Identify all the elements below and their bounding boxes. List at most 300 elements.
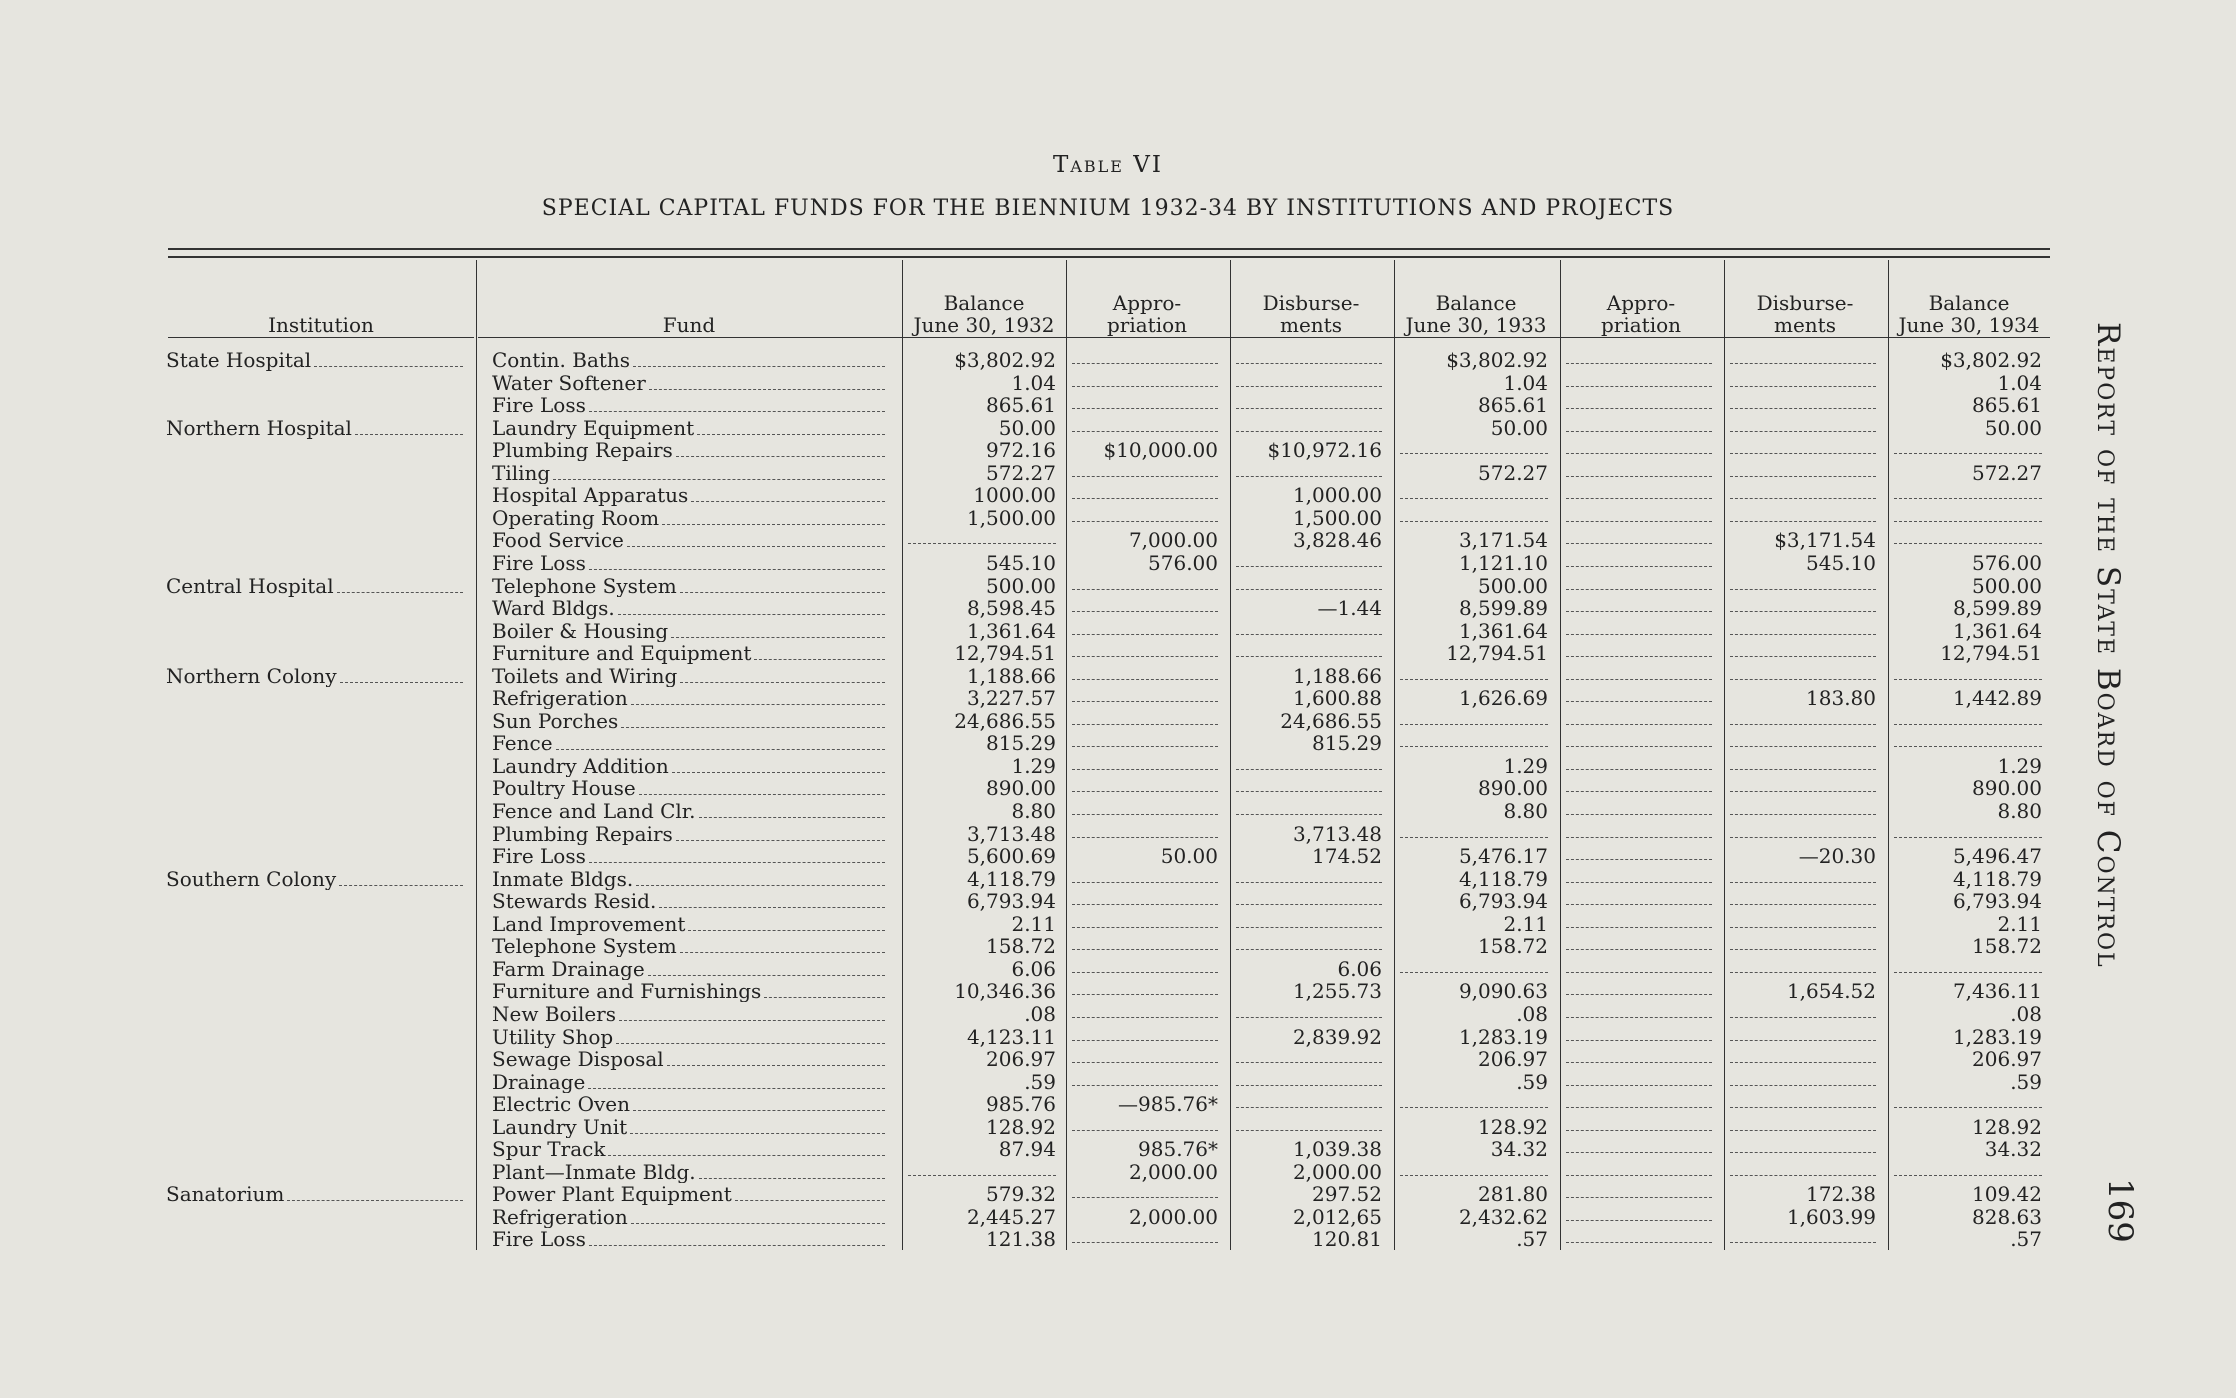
dot-leader — [588, 1088, 885, 1089]
dot-leader — [671, 637, 885, 638]
dot-leader — [314, 366, 463, 367]
appropriation-2-empty-rule — [1566, 791, 1712, 792]
appropriation-1-empty-rule — [1072, 1062, 1218, 1063]
appropriation-1-empty-rule — [1072, 994, 1218, 995]
dot-leader — [699, 817, 885, 818]
appropriation-2-empty-rule — [1566, 363, 1712, 364]
appropriation-1-value: 2,000.00 — [1128, 1205, 1218, 1228]
table-row — [0, 439, 2236, 462]
appropriation-2-empty-rule — [1566, 904, 1712, 905]
appropriation-1-value: 985.76* — [1138, 1138, 1218, 1161]
disbursements-1-empty-rule — [1236, 363, 1382, 364]
dot-leader — [688, 930, 885, 931]
appropriation-1-value: 50.00 — [1160, 845, 1218, 868]
fund-cell — [492, 1206, 892, 1228]
dot-leader — [340, 682, 463, 683]
fund-cell — [492, 417, 892, 439]
balance-1933-value: 4,118.79 — [1458, 867, 1548, 890]
disbursements-1-value: 2,012,65 — [1292, 1205, 1382, 1228]
appropriation-2-empty-rule — [1566, 1107, 1712, 1108]
table-row — [0, 890, 2236, 913]
balance-1933-empty-rule — [1400, 1175, 1548, 1176]
disbursements-1-empty-rule — [1236, 408, 1382, 409]
appropriation-2-empty-rule — [1566, 1017, 1712, 1018]
dot-leader — [621, 727, 885, 728]
dot-leader — [735, 1200, 885, 1201]
appropriation-1-empty-rule — [1072, 679, 1218, 680]
balance-1932-value: 2.11 — [1011, 912, 1056, 935]
balance-1932-value: 865.61 — [986, 394, 1056, 417]
institution-name: Northern Colony — [166, 664, 337, 687]
institution-cell — [166, 868, 470, 890]
institution-cell — [166, 417, 470, 439]
balance-1933-value: 890.00 — [1478, 777, 1548, 800]
fund-cell — [492, 597, 892, 619]
disbursements-2-empty-rule — [1730, 724, 1876, 725]
fund-name: Telephone System — [492, 574, 677, 597]
table-row — [0, 1228, 2236, 1251]
disbursements-1-empty-rule — [1236, 904, 1382, 905]
disbursements-1-value: 3,713.48 — [1292, 822, 1382, 845]
fund-cell — [492, 868, 892, 890]
balance-1932-value: 4,123.11 — [966, 1025, 1056, 1048]
balance-1933-value: 8,599.89 — [1458, 597, 1548, 620]
disbursements-2-empty-rule — [1730, 814, 1876, 815]
balance-1933-empty-rule — [1400, 724, 1548, 725]
appropriation-2-empty-rule — [1566, 994, 1712, 995]
dot-leader — [691, 501, 885, 502]
dot-leader — [754, 659, 885, 660]
balance-1933-value: 1,626.69 — [1458, 687, 1548, 710]
balance-1934-value: 158.72 — [1972, 935, 2042, 958]
dot-leader — [649, 389, 885, 390]
appropriation-1-empty-rule — [1072, 769, 1218, 770]
appropriation-1-empty-rule — [1072, 724, 1218, 725]
disbursements-2-empty-rule — [1730, 882, 1876, 883]
disbursements-1-value: 815.29 — [1312, 732, 1382, 755]
balance-1933-empty-rule — [1400, 453, 1548, 454]
disbursements-1-empty-rule — [1236, 566, 1382, 567]
disbursements-1-empty-rule — [1236, 476, 1382, 477]
fund-cell — [492, 1071, 892, 1093]
balance-1932-value: 1.29 — [1011, 754, 1056, 777]
fund-name: Fence and Land Clr. — [492, 800, 696, 822]
fund-name: Utility Shop — [492, 1025, 614, 1048]
balance-1933-value: 500.00 — [1478, 574, 1548, 597]
institution-name: Southern Colony — [166, 867, 337, 890]
appropriation-1-empty-rule — [1072, 972, 1218, 973]
disbursements-2-empty-rule — [1730, 679, 1876, 680]
header-balance-1934: Balance June 30, 1934 — [1898, 291, 2040, 337]
balance-1934-value: 12,794.51 — [1940, 642, 2042, 665]
balance-1932-value: 545.10 — [986, 551, 1056, 574]
dot-leader — [589, 411, 885, 412]
fund-cell — [492, 1161, 892, 1183]
balance-1933-value: 865.61 — [1478, 394, 1548, 417]
disbursements-2-value: 1,654.52 — [1786, 980, 1876, 1003]
balance-1934-value: 8,599.89 — [1952, 597, 2042, 620]
disbursements-1-empty-rule — [1236, 1085, 1382, 1086]
dot-leader — [631, 704, 885, 705]
appropriation-2-empty-rule — [1566, 701, 1712, 702]
appropriation-2-empty-rule — [1566, 634, 1712, 635]
fund-name: Fire Loss — [492, 394, 586, 417]
table-row — [0, 823, 2236, 846]
balance-1934-empty-rule — [1894, 972, 2042, 973]
fund-name: Farm Drainage — [492, 957, 645, 980]
appropriation-1-empty-rule — [1072, 656, 1218, 657]
fund-name: Food Service — [492, 529, 624, 552]
dot-leader — [631, 1223, 885, 1224]
fund-cell — [492, 980, 892, 1002]
fund-cell — [492, 552, 892, 574]
disbursements-1-value: 120.81 — [1312, 1228, 1382, 1251]
balance-1934-value: .08 — [2010, 1002, 2042, 1025]
appropriation-2-empty-rule — [1566, 679, 1712, 680]
table-row — [0, 687, 2236, 710]
balance-1932-value: 579.32 — [986, 1183, 1056, 1206]
institution-name: Central Hospital — [166, 574, 334, 597]
fund-name: Inmate Bldgs. — [492, 867, 634, 890]
dot-leader — [337, 592, 463, 593]
balance-1934-value: 1,283.19 — [1952, 1025, 2042, 1048]
balance-1932-value: 1.04 — [1011, 371, 1056, 394]
appropriation-2-empty-rule — [1566, 949, 1712, 950]
disbursements-1-value: 1,600.88 — [1292, 687, 1382, 710]
disbursements-1-value: 174.52 — [1312, 845, 1382, 868]
disbursements-2-empty-rule — [1730, 498, 1876, 499]
fund-name: Laundry Addition — [492, 754, 669, 777]
disbursements-2-value: —20.30 — [1798, 845, 1876, 868]
header-balance-1932: Balance June 30, 1932 — [913, 291, 1055, 337]
appropriation-2-empty-rule — [1566, 724, 1712, 725]
header-rule — [168, 337, 474, 338]
fund-cell — [492, 1138, 892, 1160]
appropriation-2-empty-rule — [1566, 408, 1712, 409]
disbursements-1-empty-rule — [1236, 589, 1382, 590]
dot-leader — [339, 885, 463, 886]
disbursements-1-empty-rule — [1236, 949, 1382, 950]
balance-1934-value: .59 — [2010, 1070, 2042, 1093]
table-row — [0, 1071, 2236, 1094]
fund-name: Power Plant Equipment — [492, 1183, 732, 1206]
appropriation-1-value: 7,000.00 — [1128, 529, 1218, 552]
balance-1933-value: 12,794.51 — [1446, 642, 1548, 665]
dot-leader — [697, 434, 885, 435]
balance-1934-value: 576.00 — [1972, 551, 2042, 574]
fund-cell — [492, 732, 892, 754]
fund-cell — [492, 913, 892, 935]
disbursements-2-empty-rule — [1730, 408, 1876, 409]
balance-1933-value: 1,121.10 — [1458, 551, 1548, 574]
institution-name: Northern Hospital — [166, 416, 352, 439]
balance-1933-value: 572.27 — [1478, 461, 1548, 484]
balance-1932-value: 121.38 — [986, 1228, 1056, 1251]
fund-cell — [492, 800, 892, 822]
fund-cell — [492, 507, 892, 529]
fund-name: Refrigeration — [492, 1205, 628, 1228]
balance-1934-value: 865.61 — [1972, 394, 2042, 417]
appropriation-1-empty-rule — [1072, 927, 1218, 928]
balance-1932-value: .59 — [1024, 1070, 1056, 1093]
table-row — [0, 1183, 2236, 1206]
fund-cell — [492, 575, 892, 597]
disbursements-2-empty-rule — [1730, 1175, 1876, 1176]
institution-cell — [166, 575, 470, 597]
fund-name: Furniture and Equipment — [492, 642, 752, 665]
fund-name: Land Improvement — [492, 912, 686, 935]
balance-1933-value: 2,432.62 — [1458, 1205, 1548, 1228]
disbursements-1-empty-rule — [1236, 791, 1382, 792]
top-rule — [168, 248, 2050, 250]
appropriation-1-empty-rule — [1072, 949, 1218, 950]
balance-1932-value: $3,802.92 — [954, 349, 1056, 371]
balance-1934-value: 828.63 — [1972, 1205, 2042, 1228]
dot-leader — [355, 434, 463, 435]
fund-name: Fire Loss — [492, 551, 586, 574]
balance-1933-value: 281.80 — [1478, 1183, 1548, 1206]
fund-name: Spur Track — [492, 1138, 606, 1161]
disbursements-1-empty-rule — [1236, 1062, 1382, 1063]
fund-name: Fire Loss — [492, 1228, 586, 1251]
appropriation-1-empty-rule — [1072, 498, 1218, 499]
dot-leader — [630, 1133, 885, 1134]
balance-1933-value: 158.72 — [1478, 935, 1548, 958]
table-row — [0, 597, 2236, 620]
appropriation-1-empty-rule — [1072, 1130, 1218, 1131]
table-row — [0, 935, 2236, 958]
table-row — [0, 575, 2236, 598]
appropriation-2-empty-rule — [1566, 837, 1712, 838]
appropriation-2-empty-rule — [1566, 972, 1712, 973]
balance-1934-empty-rule — [1894, 498, 2042, 499]
table-row — [0, 1003, 2236, 1026]
table-row — [0, 958, 2236, 981]
dot-leader — [633, 366, 885, 367]
fund-cell — [492, 1003, 892, 1025]
disbursements-2-empty-rule — [1730, 656, 1876, 657]
balance-1932-value: 8,598.45 — [966, 597, 1056, 620]
balance-1933-empty-rule — [1400, 679, 1548, 680]
fund-cell — [492, 349, 892, 371]
fund-cell — [492, 755, 892, 777]
fund-name: Laundry Equipment — [492, 416, 695, 439]
header-appropriation-2: Appro- priation — [1600, 291, 1682, 337]
dot-leader — [627, 546, 885, 547]
disbursements-2-value: $3,171.54 — [1774, 529, 1876, 552]
fund-cell — [492, 1183, 892, 1205]
balance-1932-value: 50.00 — [998, 416, 1056, 439]
fund-name: New Boilers — [492, 1002, 617, 1025]
fund-cell — [492, 1026, 892, 1048]
fund-name: Boiler & Housing — [492, 619, 669, 642]
fund-name: Fence — [492, 732, 553, 755]
fund-cell — [492, 462, 892, 484]
fund-name: Poultry House — [492, 777, 636, 800]
balance-1933-value: 206.97 — [1478, 1048, 1548, 1071]
disbursements-1-value: 1,039.38 — [1292, 1138, 1382, 1161]
balance-1933-empty-rule — [1400, 1107, 1548, 1108]
disbursements-1-empty-rule — [1236, 656, 1382, 657]
balance-1934-value: 8.80 — [1997, 800, 2042, 822]
fund-name: Tiling — [492, 461, 551, 484]
table-row — [0, 665, 2236, 688]
header-fund: Fund — [662, 313, 716, 337]
balance-1933-value: 1,283.19 — [1458, 1025, 1548, 1048]
disbursements-1-value: 3,828.46 — [1292, 529, 1382, 552]
appropriation-1-value: 2,000.00 — [1128, 1160, 1218, 1183]
disbursements-2-value: 545.10 — [1806, 551, 1876, 574]
fund-cell — [492, 665, 892, 687]
fund-cell — [492, 958, 892, 980]
balance-1932-value: .08 — [1024, 1002, 1056, 1025]
balance-1932-empty-rule — [908, 1175, 1056, 1176]
table-row — [0, 777, 2236, 800]
balance-1933-value: 1,361.64 — [1458, 619, 1548, 642]
balance-1932-value: 8.80 — [1011, 800, 1056, 822]
table-row — [0, 1048, 2236, 1071]
appropriation-2-empty-rule — [1566, 814, 1712, 815]
fund-cell — [492, 710, 892, 732]
disbursements-2-empty-rule — [1730, 1242, 1876, 1243]
balance-1934-value: 1.04 — [1997, 371, 2042, 394]
balance-1932-value: 972.16 — [986, 439, 1056, 462]
table-row — [0, 868, 2236, 891]
fund-cell — [492, 777, 892, 799]
balance-1934-value: 128.92 — [1972, 1115, 2042, 1138]
dot-leader — [553, 479, 885, 480]
appropriation-2-empty-rule — [1566, 746, 1712, 747]
table-row — [0, 620, 2236, 643]
balance-1933-value: 50.00 — [1490, 416, 1548, 439]
balance-1934-value: 2.11 — [1997, 912, 2042, 935]
balance-1933-value: 2.11 — [1503, 912, 1548, 935]
dot-leader — [589, 862, 885, 863]
appropriation-1-empty-rule — [1072, 882, 1218, 883]
fund-cell — [492, 372, 892, 394]
disbursements-2-empty-rule — [1730, 1040, 1876, 1041]
appropriation-1-empty-rule — [1072, 1197, 1218, 1198]
balance-1934-empty-rule — [1894, 1107, 2042, 1108]
dot-leader — [648, 975, 885, 976]
fund-name: Refrigeration — [492, 687, 628, 710]
table-row — [0, 642, 2236, 665]
table-title: SPECIAL CAPITAL FUNDS FOR THE BIENNIUM 1932-34 BY INSTITUTIONS AND PROJECTS — [541, 196, 1675, 221]
balance-1933-value: .57 — [1516, 1228, 1548, 1251]
fund-name: Ward Bldgs. — [492, 597, 615, 620]
disbursements-1-value: 1,188.66 — [1292, 664, 1382, 687]
disbursements-2-empty-rule — [1730, 363, 1876, 364]
disbursements-1-empty-rule — [1236, 1107, 1382, 1108]
disbursements-2-empty-rule — [1730, 1107, 1876, 1108]
balance-1932-value: 1,500.00 — [966, 506, 1056, 529]
disbursements-1-value: 297.52 — [1312, 1183, 1382, 1206]
page-number: 169 — [2100, 1178, 2140, 1243]
balance-1932-value: 12,794.51 — [954, 642, 1056, 665]
balance-1932-value: 6,793.94 — [966, 890, 1056, 913]
disbursements-2-empty-rule — [1730, 972, 1876, 973]
appropriation-2-empty-rule — [1566, 1062, 1712, 1063]
balance-1934-value: 1.29 — [1997, 754, 2042, 777]
disbursements-2-empty-rule — [1730, 431, 1876, 432]
fund-cell — [492, 890, 892, 912]
dot-leader — [556, 749, 885, 750]
disbursements-1-value: —1.44 — [1317, 597, 1382, 620]
balance-1933-value: 6,793.94 — [1458, 890, 1548, 913]
balance-1934-empty-rule — [1894, 1175, 2042, 1176]
fund-cell — [492, 823, 892, 845]
table-row — [0, 845, 2236, 868]
disbursements-2-empty-rule — [1730, 837, 1876, 838]
table-row — [0, 1138, 2236, 1161]
balance-1933-value: 34.32 — [1490, 1138, 1548, 1161]
appropriation-1-empty-rule — [1072, 1242, 1218, 1243]
disbursements-2-empty-rule — [1730, 904, 1876, 905]
table-row — [0, 394, 2236, 417]
dot-leader — [287, 1200, 463, 1201]
appropriation-1-empty-rule — [1072, 904, 1218, 905]
fund-name: Sewage Disposal — [492, 1048, 664, 1071]
fund-name: Water Softener — [492, 371, 646, 394]
balance-1933-value: .08 — [1516, 1002, 1548, 1025]
appropriation-1-empty-rule — [1072, 634, 1218, 635]
header-disbursements-1: Disburse- ments — [1262, 291, 1360, 337]
fund-name: Laundry Unit — [492, 1115, 628, 1138]
balance-1934-empty-rule — [1894, 521, 2042, 522]
appropriation-1-empty-rule — [1072, 431, 1218, 432]
balance-1933-value: .59 — [1516, 1070, 1548, 1093]
appropriation-2-empty-rule — [1566, 1175, 1712, 1176]
balance-1934-value: 7,436.11 — [1952, 980, 2042, 1003]
balance-1934-value: .57 — [2010, 1228, 2042, 1251]
table-row — [0, 800, 2236, 823]
table-row — [0, 417, 2236, 440]
header-disbursements-2: Disburse- ments — [1756, 291, 1854, 337]
appropriation-1-empty-rule — [1072, 589, 1218, 590]
balance-1932-value: 1,188.66 — [966, 664, 1056, 687]
balance-1932-value: 985.76 — [986, 1093, 1056, 1116]
balance-1933-value: 3,171.54 — [1458, 529, 1548, 552]
appropriation-2-empty-rule — [1566, 1040, 1712, 1041]
balance-1933-value: 1.04 — [1503, 371, 1548, 394]
balance-1934-value: 5,496.47 — [1952, 845, 2042, 868]
balance-1934-value: 1,442.89 — [1952, 687, 2042, 710]
disbursements-1-value: 6.06 — [1337, 957, 1382, 980]
fund-name: Stewards Resid. — [492, 890, 657, 913]
balance-1934-value: $3,802.92 — [1940, 349, 2042, 371]
balance-1934-empty-rule — [1894, 746, 2042, 747]
disbursements-1-empty-rule — [1236, 386, 1382, 387]
fund-name: Furniture and Furnishings — [492, 980, 762, 1003]
table-row — [0, 1161, 2236, 1184]
fund-cell — [492, 1116, 892, 1138]
top-rule-2 — [168, 256, 2050, 258]
disbursements-1-value: 1,000.00 — [1292, 484, 1382, 507]
appropriation-2-empty-rule — [1566, 589, 1712, 590]
fund-cell — [492, 1093, 892, 1115]
dot-leader — [589, 1245, 885, 1246]
disbursements-1-value: 1,500.00 — [1292, 506, 1382, 529]
fund-name: Hospital Apparatus — [492, 484, 689, 507]
appropriation-2-empty-rule — [1566, 611, 1712, 612]
dot-leader — [589, 569, 885, 570]
fund-name: Electric Oven — [492, 1093, 630, 1116]
institution-name: Sanatorium — [166, 1183, 285, 1206]
appropriation-2-empty-rule — [1566, 1085, 1712, 1086]
balance-1934-empty-rule — [1894, 679, 2042, 680]
table-row — [0, 732, 2236, 755]
table-row — [0, 552, 2236, 575]
